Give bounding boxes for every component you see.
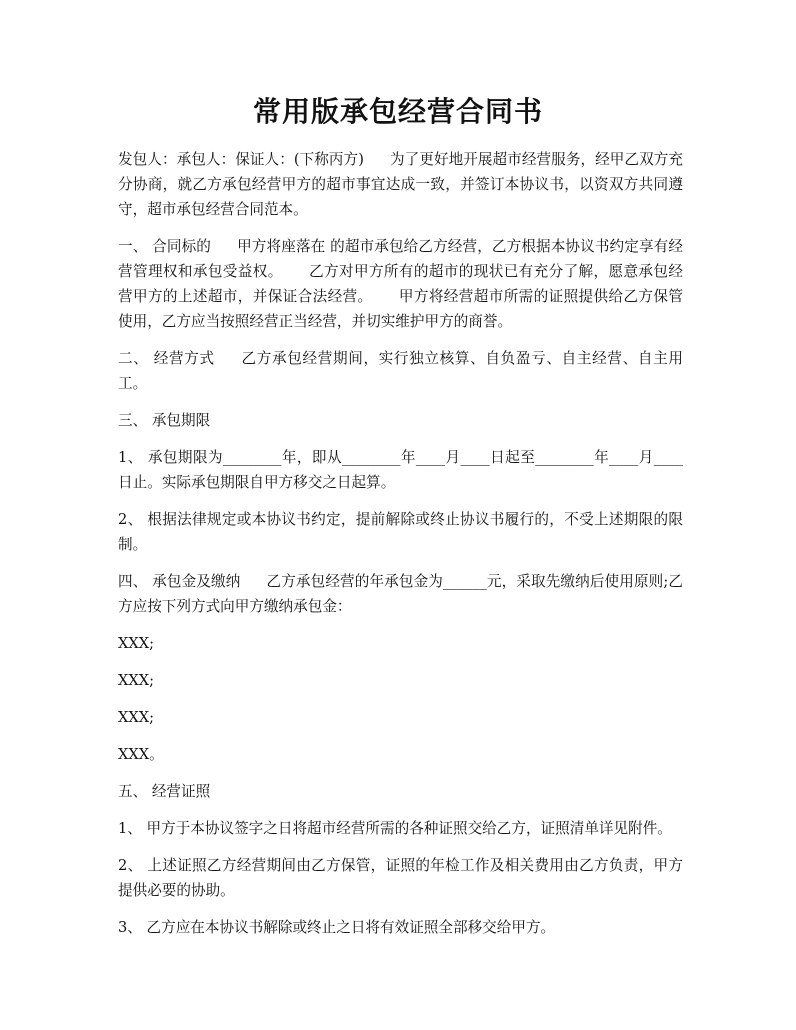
- section-4-heading: 四、 承包金及缴纳: [118, 573, 241, 590]
- section-3-item-2-text: 2、 根据法律规定或本协议书约定，提前解除或终止协议书履行的，不受上述期限的限制。: [118, 511, 683, 553]
- section-5-item-1-text: 1、 甲方于本协议签字之日将超市经营所需的各种证照交给乙方，证照清单详见附件。: [118, 820, 672, 837]
- section-1-text-b: 乙方对甲方所有的超市的现状已有充分了解，愿意承包经营甲方的上述超市，并保证合法经营。: [118, 263, 683, 305]
- section-3-heading: 三、 承包期限: [118, 412, 211, 429]
- paragraph-section-5-item-1: [118, 816, 683, 841]
- section-5-item-3-text: 3、 乙方应在本协议书解除或终止之日将有效证照全部移交给甲方。: [118, 919, 556, 936]
- paragraph-payment-4: [118, 742, 683, 767]
- payment-line-3: XXX;: [118, 709, 155, 726]
- paragraph-payment-2: [118, 668, 683, 693]
- document-body: [118, 147, 683, 952]
- payment-line-2: XXX;: [118, 672, 155, 689]
- paragraph-section-3-item-2: [118, 507, 683, 557]
- preamble-text: 为了更好地开展超市经营服务，经甲乙双方充分协商，就乙方承包经营甲方的超市事宜达成一致，并签订本协议书，以资双方共同遵守，超市承包经营合同范本。: [118, 151, 683, 218]
- section-2-text: 乙方承包经营期间，实行独立核算、自负盈亏、自主经营、自主用工。: [118, 350, 683, 392]
- section-1-heading: 一、 合同标的: [118, 238, 211, 255]
- paragraph-section-5-heading: [118, 779, 683, 804]
- paragraph-payment-3: [118, 705, 683, 730]
- paragraph-section-5-item-2: [118, 853, 683, 903]
- paragraph-section-3-item-1: [118, 445, 683, 495]
- paragraph-section-5-item-3: [118, 915, 683, 940]
- payment-line-1: XXX;: [118, 635, 155, 652]
- paragraph-payment-1: [118, 631, 683, 656]
- section-2-heading: 二、 经营方式: [118, 350, 215, 367]
- section-5-item-2-text: 2、 上述证照乙方经营期间由乙方保管，证照的年检工作及相关费用由乙方负责，甲方提供必要的协助。: [118, 857, 683, 899]
- paragraph-preamble: [118, 147, 683, 222]
- section-1-text-c: 甲方将经营超市所需的证照提供给乙方保管使用，乙方应当按照经营正当经营，并切实维护甲方的商誉。: [118, 288, 683, 330]
- paragraph-section-3-heading: [118, 408, 683, 433]
- paragraph-section-2: [118, 346, 683, 396]
- section-1-text-a: 甲方将座落在 的超市承包给乙方经营，乙方根据本协议书约定享有经营管理权和承包受益权。: [118, 238, 683, 280]
- paragraph-section-4: [118, 569, 683, 619]
- section-5-heading: 五、 经营证照: [118, 783, 211, 800]
- preamble-parties: 发包人：承包人：保证人：(下称丙方): [118, 151, 364, 168]
- section-3-item-1-text: 1、 承包期限为________年，即从________年____月____日起至________年____月____日止。实际承包期限自甲方移交之日起算。: [118, 449, 683, 491]
- section-4-text: 乙方承包经营的年承包金为______元，采取先缴纳后使用原则;乙方应按下列方式向甲方缴纳承包金：: [118, 573, 683, 615]
- paragraph-section-1: [118, 234, 683, 334]
- document-title: 常用版承包经营合同书: [252, 95, 543, 128]
- payment-line-4: XXX。: [118, 746, 164, 763]
